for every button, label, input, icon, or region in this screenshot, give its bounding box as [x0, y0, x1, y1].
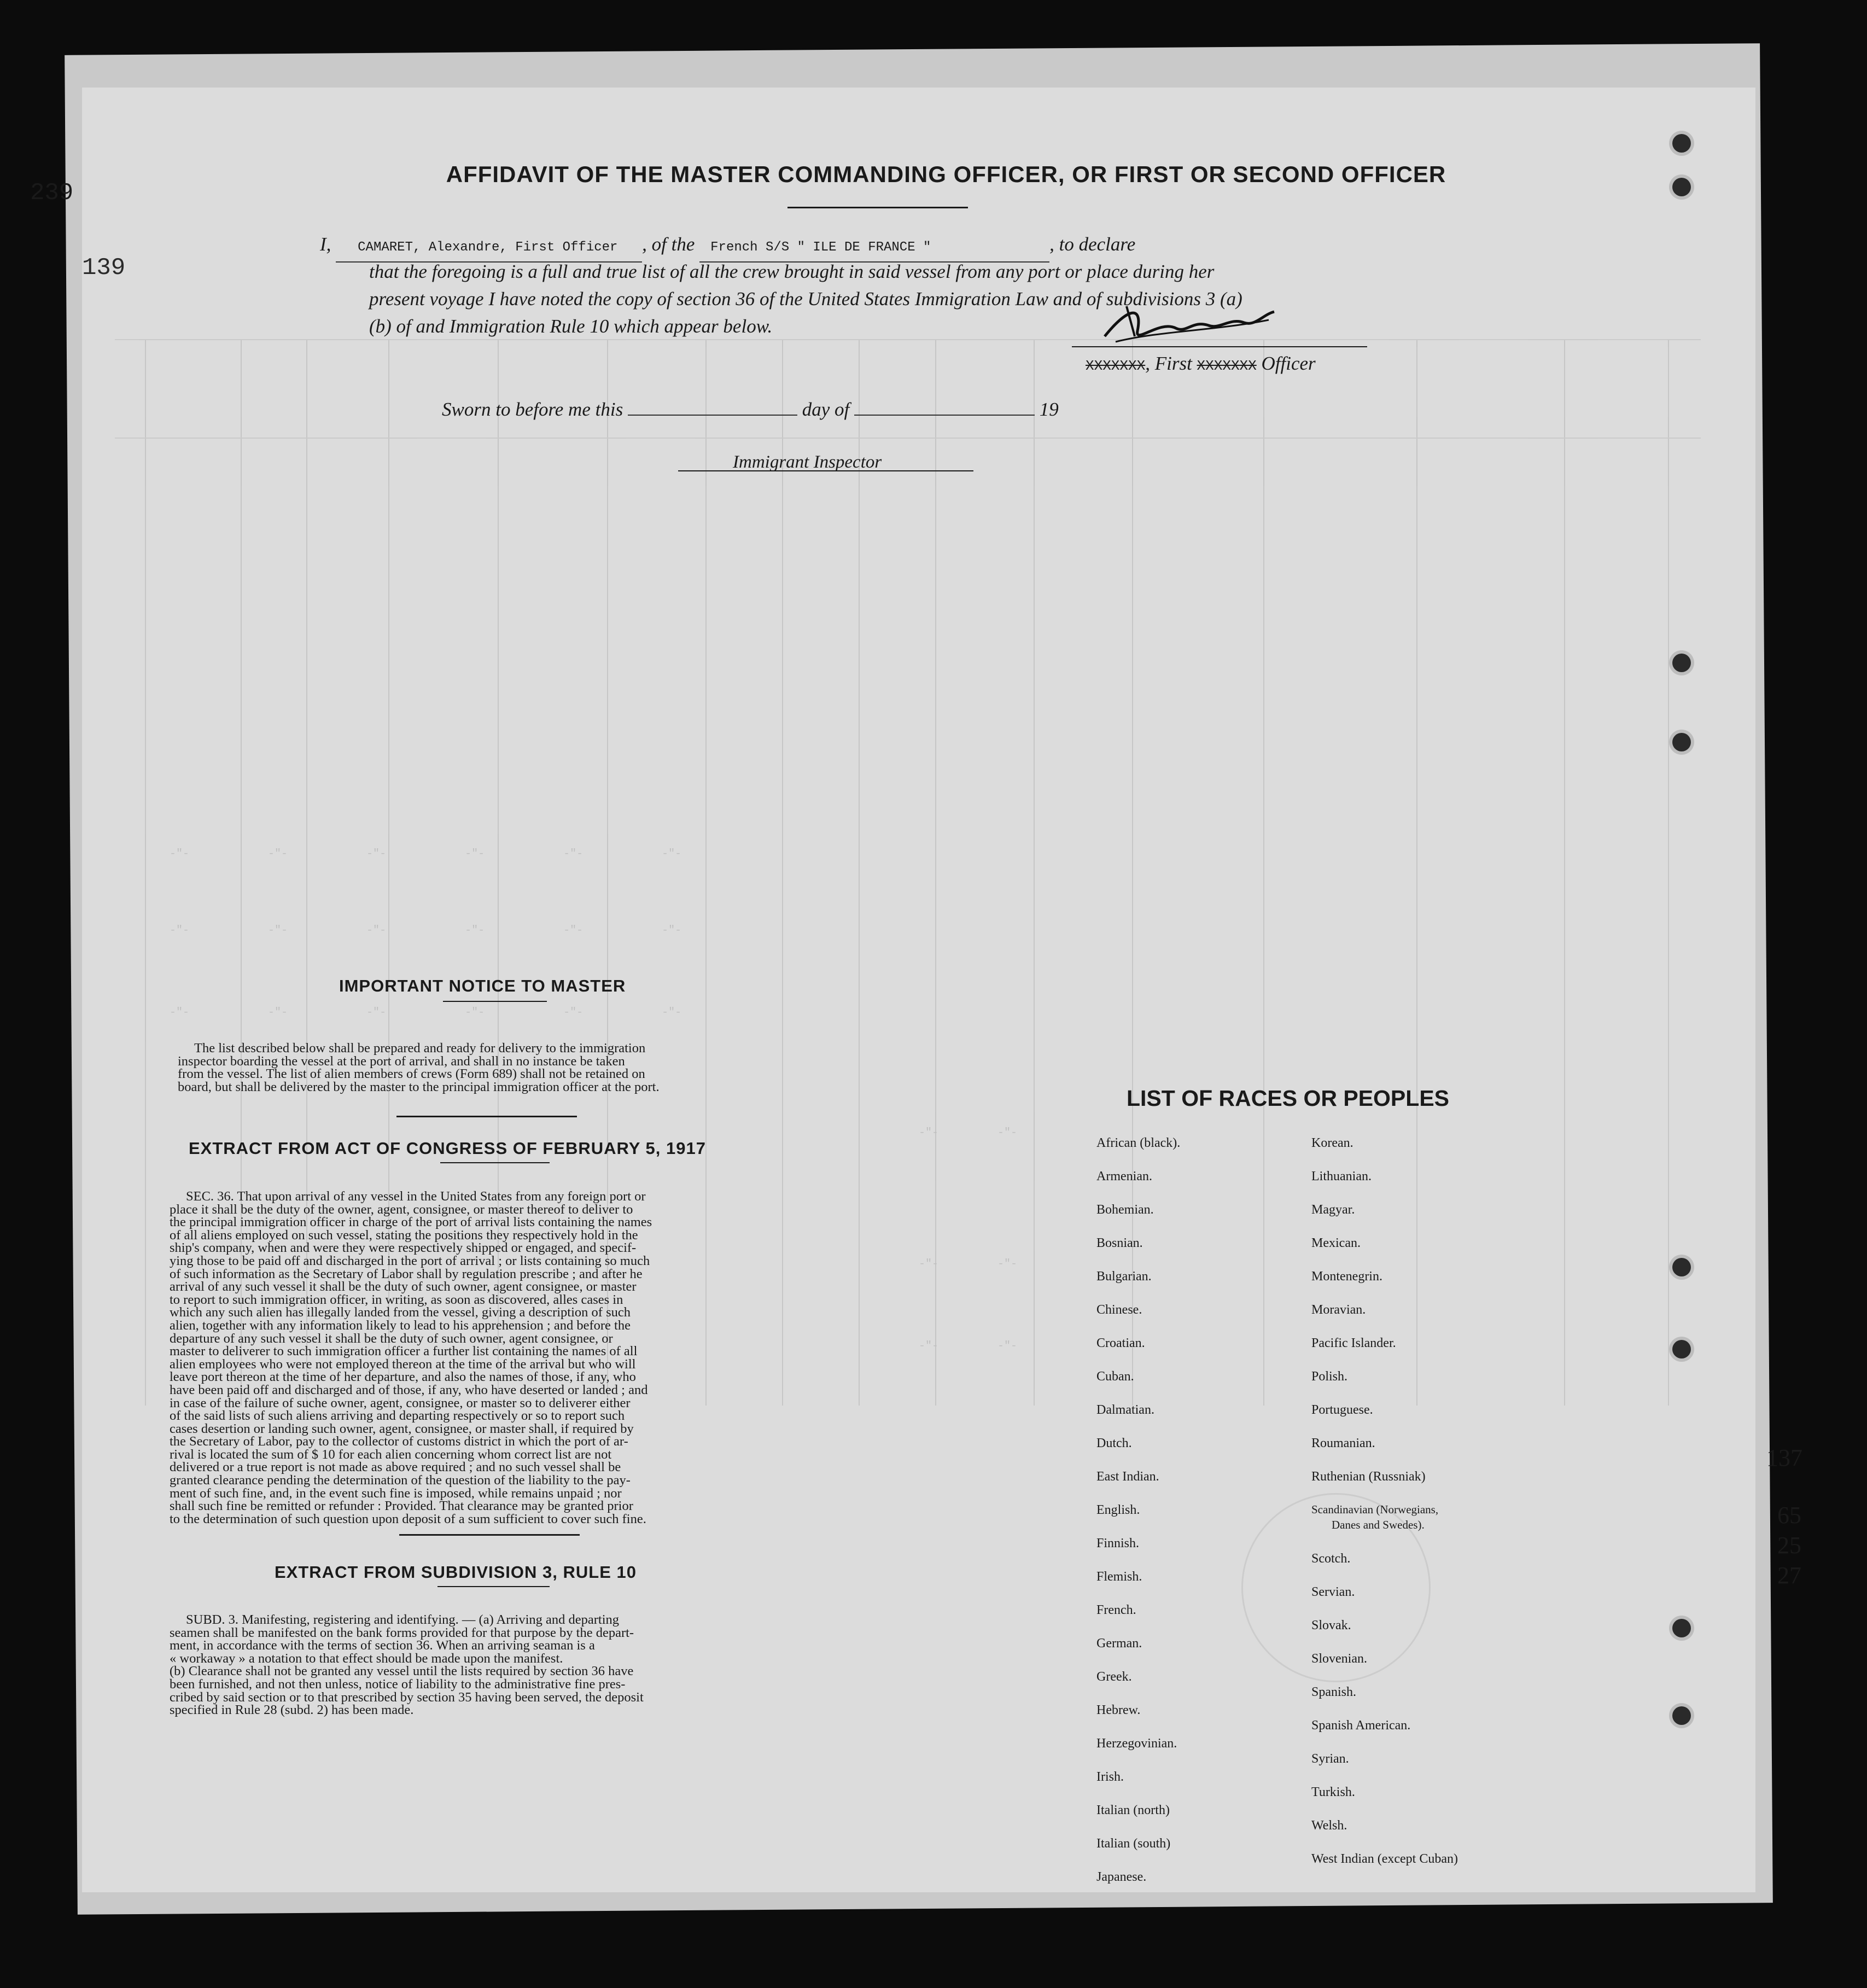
rule-line: SUBD. 3. Manifesting, registering and identifying. — (a) Arriving and departing — [186, 1612, 620, 1627]
rule-line: been furnished, and not then unless, notice of liability to the administrative fine pres- — [170, 1676, 626, 1692]
sworn-day-blank — [628, 415, 797, 416]
race-item-right: Lithuanian. — [1311, 1169, 1372, 1184]
race-item-left: Greek. — [1096, 1670, 1132, 1684]
affidavit-line-4: (b) of and Immigration Rule 10 which appear below. — [369, 316, 773, 337]
rule-line: (b) Clearance shall not be granted any vessel until the lists required by section 36 have — [170, 1664, 634, 1679]
race-item-left: German. — [1096, 1636, 1142, 1651]
act-line: leave port thereon at the time of her departure, and also the names of those, if any, who — [170, 1369, 636, 1385]
affidavit-line-3: present voyage I have noted the copy of section 36 of the United States Immigration Law and of subdivisions 3 (a) — [369, 288, 1242, 310]
sworn-day-label: day of — [802, 399, 850, 420]
right-margin-number-3: 27 — [1777, 1562, 1801, 1589]
affidavit-line-2: that the foregoing is a full and true list of all the crew brought in said vessel from any port or place during her — [369, 261, 1215, 282]
race-item-left: Bosnian. — [1096, 1236, 1143, 1250]
act-line: SEC. 36. That upon arrival of any vessel in the United States from any foreign port or — [186, 1189, 646, 1204]
race-item-left: Italian (south) — [1096, 1837, 1171, 1851]
punch-hole — [1672, 1340, 1691, 1359]
officer-name: CAMARET, Alexandre, First Officer — [358, 240, 618, 255]
punch-hole — [1672, 654, 1691, 672]
punch-hole — [1672, 1619, 1691, 1637]
officer-signature — [1094, 298, 1280, 353]
left-margin-number-0: 139 — [82, 254, 126, 282]
race-item-left: African (black). — [1096, 1136, 1181, 1150]
race-item-right: Slovak. — [1311, 1618, 1351, 1633]
right-margin-number-1: 65 — [1777, 1502, 1801, 1529]
notice-divider — [396, 1116, 577, 1117]
race-item-left: Dutch. — [1096, 1436, 1132, 1450]
notice-line: inspector boarding the vessel at the port of arrival, and shall in no instance be taken — [178, 1053, 625, 1069]
act-line: departure of any such vessel it shall be the duty of such owner, agent consignee, or — [170, 1331, 613, 1346]
signature-line — [1072, 346, 1367, 347]
act-line: granted clearance pending the determination of the question of the liability to the pay- — [170, 1473, 631, 1488]
act-line: have been paid off and discharged and of those, if any, who have deserted or landed ; and — [170, 1382, 648, 1397]
race-item-right: Roumanian. — [1311, 1436, 1375, 1450]
affidavit-of-the: , of the — [642, 234, 695, 255]
affidavit-title: AFFIDAVIT OF THE MASTER COMMANDING OFFICER, OR FIRST OR SECOND OFFICER — [446, 161, 1446, 187]
title-underline — [787, 207, 968, 208]
signature-rank-line — [1086, 350, 1316, 380]
race-item-left: English. — [1096, 1503, 1140, 1517]
act-line: ying those to be paid off and discharged in the port of arrival ; or lists containing so much — [170, 1253, 650, 1268]
act-line: rival is located the sum of $ 10 for each alien concerning whom correct list are not — [170, 1447, 612, 1462]
act-line: which any such alien has illegally landed from the vessel, giving a description of such — [170, 1305, 631, 1320]
race-item-right: Welsh. — [1311, 1818, 1347, 1833]
punch-hole — [1672, 1706, 1691, 1725]
sworn-year: 19 — [1039, 399, 1059, 420]
race-item-right: Turkish. — [1311, 1785, 1355, 1799]
race-item-right: Portuguese. — [1311, 1403, 1373, 1417]
notice-rule — [443, 1001, 547, 1002]
race-item-left: Flemish. — [1096, 1570, 1142, 1584]
punch-hole — [1672, 733, 1691, 751]
race-item-left: Herzegovinian. — [1096, 1736, 1177, 1751]
vessel-name: French S/S " ILE DE FRANCE " — [710, 240, 931, 255]
race-item-left: Cuban. — [1096, 1369, 1134, 1384]
race-item-right: Mexican. — [1311, 1236, 1361, 1250]
punch-hole — [1672, 134, 1691, 153]
act-line: place it shall be the duty of the owner, agent, consignee, or master thereof to deliver to — [170, 1202, 633, 1217]
race-item-right: West Indian (except Cuban) — [1311, 1852, 1458, 1866]
rule-line: « workaway » a notation to that effect should be made upon the manifest. — [170, 1651, 563, 1666]
race-item-left: Croatian. — [1096, 1336, 1145, 1350]
act-line: cases desertion or landing such owner, agent, consignee, or master shall, if required by — [170, 1421, 634, 1436]
race-item-right: Slovenian. — [1311, 1652, 1367, 1666]
right-margin-number-2: 25 — [1777, 1532, 1801, 1559]
rule-line: ment, in accordance with the terms of section 36. When an arriving seaman is a — [170, 1638, 595, 1653]
act-line: ment of such fine, and, in the event such fine is imposed, while remains unpaid ; nor — [170, 1485, 622, 1501]
race-item-right: Pacific Islander. — [1311, 1336, 1396, 1350]
act-line: delivered or a true report is not made as above required ; and no such vessel shall be — [170, 1460, 621, 1475]
race-item-right: Scandinavian (Norwegians, — [1311, 1503, 1439, 1516]
race-item-left: Armenian. — [1096, 1169, 1152, 1184]
act-line: the Secretary of Labor, pay to the collector of customs district in which the port of ar- — [170, 1434, 628, 1449]
race-item-left: Japanese. — [1096, 1870, 1147, 1884]
punch-hole — [1672, 1258, 1691, 1276]
show-through-manifest-grid: -"- -"- -"- -"- -"- -"- -"- -"- -"- -"- -"- -"- -"- -"- -"- -"- -"- -"- -"- -"- -"- -"- -"- -"- — [82, 88, 1755, 1892]
sworn-text: Sworn to before me this — [442, 399, 623, 420]
notice-line: The list described below shall be prepared and ready for delivery to the immigration — [194, 1041, 646, 1056]
act-line: to report to such immigration officer, in writing, as soon as discovered, alles cases in — [170, 1292, 623, 1307]
race-item-right: Spanish American. — [1311, 1718, 1411, 1733]
race-item-right: Spanish. — [1311, 1685, 1357, 1699]
race-item-right: Polish. — [1311, 1369, 1348, 1384]
race-item-left: Dalmatian. — [1096, 1403, 1154, 1417]
rule-heading: EXTRACT FROM SUBDIVISION 3, RULE 10 — [275, 1563, 637, 1582]
left-margin-number-1: 239 — [30, 179, 74, 207]
affidavit-page — [82, 88, 1755, 1892]
act-divider — [399, 1534, 580, 1536]
act-line: the principal immigration officer in charge of the port of arrival lists containing the names — [170, 1215, 652, 1230]
notice-line: from the vessel. The list of alien members of crews (Form 689) shall not be retained on — [178, 1066, 645, 1082]
affidavit-prefix: I, — [320, 234, 331, 255]
right-margin-number-0: 137 — [1766, 1444, 1802, 1471]
act-line: ship's company, when and were they were respectively shipped or engaged, and specif- — [170, 1240, 637, 1256]
act-line: arrival of any such vessel it shall be the duty of such owner, agent consignee, or master — [170, 1279, 637, 1295]
notice-line: board, but shall be delivered by the master to the principal immigration officer at the port. — [178, 1079, 660, 1094]
rule-line: seamen shall be manifested on the bank forms provided for that purpose by the depart- — [170, 1625, 634, 1640]
punch-hole — [1672, 178, 1691, 196]
act-line: alien, together with any information likely to lead to his apprehension ; and before the — [170, 1317, 631, 1333]
act-line: shall such fine be remitted or refunder : Provided. That clearance may be granted prior — [170, 1499, 633, 1514]
race-item-left: Italian (north) — [1096, 1803, 1170, 1817]
act-heading: EXTRACT FROM ACT OF CONGRESS OF FEBRUARY 5, 1917 — [189, 1139, 706, 1158]
act-line: of all aliens employed on such vessel, stating the positions they respectively hold in the — [170, 1227, 638, 1243]
rule-line: cribed by said section or to that prescribed by section 35 having been served, the deposit — [170, 1689, 644, 1705]
act-line: to the determination of such question upon deposit of a sum sufficient to cover such fine. — [170, 1511, 646, 1526]
race-item-left: Chinese. — [1096, 1303, 1142, 1317]
race-item-right: Magyar. — [1311, 1203, 1355, 1217]
inspector-label: Immigrant Inspector — [733, 452, 882, 472]
race-item-right: Ruthenian (Russniak) — [1311, 1470, 1426, 1484]
sworn-month-blank — [854, 415, 1035, 416]
race-item-right: Syrian. — [1311, 1752, 1349, 1766]
act-line: alien employees who were not employed thereon at the time of the arrival but who will — [170, 1356, 636, 1372]
rank-first: , First — [1145, 353, 1192, 374]
act-rule — [440, 1162, 550, 1163]
act-line: of such information as the Secretary of Labor shall by regulation prescribe ; and after he — [170, 1266, 643, 1281]
affidavit-declare: , to declare — [1049, 234, 1136, 255]
rank-officer: Officer — [1261, 353, 1316, 374]
race-item-left: Bulgarian. — [1096, 1269, 1152, 1284]
races-heading: LIST OF RACES OR PEOPLES — [1127, 1086, 1450, 1111]
notice-heading: IMPORTANT NOTICE TO MASTER — [339, 976, 626, 995]
race-item-left: Finnish. — [1096, 1536, 1140, 1550]
race-item-left: Hebrew. — [1096, 1703, 1141, 1717]
race-item-right: Montenegrin. — [1311, 1269, 1382, 1284]
race-item-right: Korean. — [1311, 1136, 1353, 1150]
rule-line: specified in Rule 28 (subd. 2) has been made. — [170, 1703, 414, 1718]
act-line: in case of the failure of suche owner, agent, consignee, or master so to deliverer either — [170, 1395, 631, 1410]
sworn-line — [442, 396, 1059, 423]
struck-rank-2: XXXXXXX — [1197, 358, 1257, 374]
act-line: master to deliverer to such immigration officer a further list containing the names of all — [170, 1344, 638, 1359]
race-item-right: Servian. — [1311, 1585, 1355, 1599]
race-item-right: Moravian. — [1311, 1303, 1366, 1317]
struck-rank: XXXXXXX — [1086, 358, 1146, 374]
act-body — [170, 1190, 823, 1525]
race-item-left: Irish. — [1096, 1770, 1124, 1784]
race-item-left: East Indian. — [1096, 1470, 1159, 1484]
rule-underline — [437, 1586, 550, 1587]
race-item-left: French. — [1096, 1603, 1136, 1617]
rule-body — [170, 1613, 823, 1717]
race-item-right: Scotch. — [1311, 1552, 1351, 1566]
race-item-left: Bohemian. — [1096, 1203, 1154, 1217]
race-item-right: Danes and Swedes). — [1332, 1518, 1425, 1531]
act-line: of the said lists of such aliens arriving and departing respectively or so to report such — [170, 1408, 625, 1424]
notice-body — [178, 1042, 818, 1093]
